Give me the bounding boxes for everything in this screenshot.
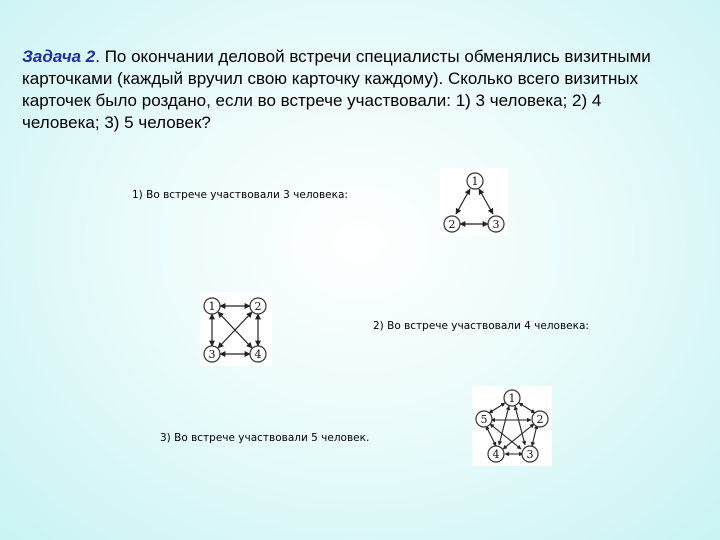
problem-statement <box>22 46 682 134</box>
svg-text:5: 5 <box>480 413 488 426</box>
node-3 <box>488 216 504 232</box>
svg-text:1: 1 <box>208 300 216 313</box>
graph-4-people <box>200 292 272 366</box>
case-1-caption: 1) Во встрече участвовали 3 человека: <box>132 189 348 201</box>
svg-text:3: 3 <box>208 348 216 361</box>
case-2-caption: 2) Во встрече участвовали 4 человека: <box>373 320 589 332</box>
svg-text:3: 3 <box>526 448 534 461</box>
node-3 <box>522 446 538 462</box>
node-4 <box>250 346 266 362</box>
svg-text:2: 2 <box>254 300 262 313</box>
node-5 <box>476 411 492 427</box>
svg-text:2: 2 <box>448 218 456 231</box>
svg-text:4: 4 <box>254 348 262 361</box>
svg-text:1: 1 <box>508 392 516 405</box>
node-4 <box>488 446 504 462</box>
problem-label: Задача 2 <box>22 47 96 66</box>
node-2 <box>532 411 548 427</box>
node-1 <box>504 390 520 406</box>
svg-text:2: 2 <box>536 413 544 426</box>
svg-text:3: 3 <box>492 218 500 231</box>
node-1 <box>204 298 220 314</box>
graph-5-people <box>472 386 552 466</box>
node-3 <box>204 346 220 362</box>
svg-text:4: 4 <box>492 448 500 461</box>
node-1 <box>467 173 483 189</box>
case-3-caption: 3) Во встрече участвовали 5 человек. <box>160 432 370 444</box>
problem-text: . По окончании деловой встречи специалисты обменялись визитными карточками (каждый вручил свою карточку каждому). Сколько всего визитных карточек было роздано, если во встрече участвовали: 1) 3 человека; 2) 4 человека; 3) 5 человек? <box>22 47 651 132</box>
node-2 <box>250 298 266 314</box>
graph-3-people <box>440 168 508 236</box>
node-2 <box>444 216 460 232</box>
svg-text:1: 1 <box>471 175 479 188</box>
